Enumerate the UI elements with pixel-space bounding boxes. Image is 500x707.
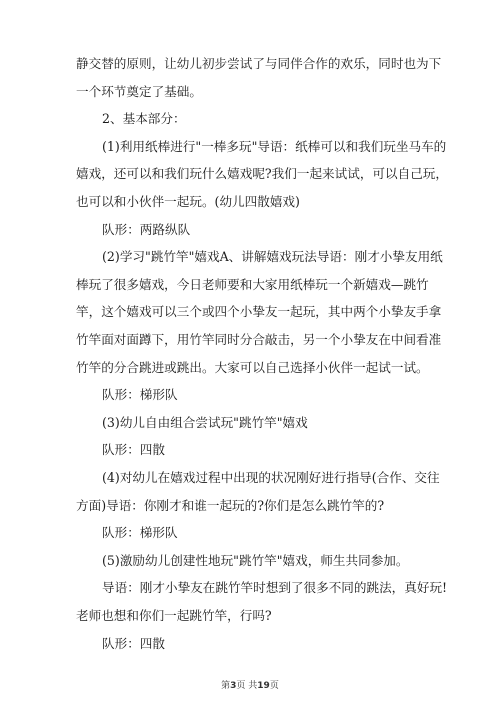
- text-line: 方面)导语：你刚才和谁一起玩的?你们是怎么跳竹竿的?: [76, 497, 385, 513]
- formation-line: 队形：四散: [102, 635, 165, 651]
- text-line: 一个环节奠定了基础。: [76, 83, 202, 99]
- text-line: (3)幼儿自由组合尝试玩"跳竹竿"嬉戏: [102, 414, 308, 430]
- text-line: 竹竿的分合跳进或跳出。大家可以自己选择小伙伴一起试一试。: [76, 359, 429, 375]
- footer-prefix: 第: [221, 681, 231, 691]
- formation-line: 队形：两路纵队: [102, 221, 191, 237]
- text-line: 静交替的原则，让幼儿初步尝试了与同伴合作的欢乐，同时也为下: [76, 56, 442, 71]
- formation-line: 队形：梯形队: [102, 387, 178, 403]
- section-heading: 2、基本部分：: [102, 111, 186, 127]
- text-line: (5)激励幼儿创建性地玩"跳竹竿"嬉戏，师生共同参加。: [102, 552, 409, 568]
- page-footer: [0, 678, 500, 691]
- text-line: (4)对幼儿在嬉戏过程中出现的状况刚好进行指导(合作、交往: [102, 470, 440, 485]
- text-line: 竿，这个嬉戏可以三个或四个小挚友一起玩，其中两个小挚友手拿: [76, 304, 442, 320]
- text-line: 老师也想和你们一起跳竹竿，行吗?: [76, 608, 272, 623]
- text-line: (2)学习"跳竹竿"嬉戏A、讲解嬉戏玩法导语：刚才小挚友用纸: [102, 249, 443, 265]
- text-line: 也可以和小伙伴一起玩。(幼儿四散嬉戏): [76, 194, 300, 209]
- text-line: 导语：刚才小挚友在跳竹竿时想到了很多不同的跳法，真好玩!: [102, 580, 448, 596]
- footer-total-pages: 19: [257, 681, 270, 691]
- text-line: (1)利用纸棒进行"一棒多玩"导语：纸棒可以和我们玩坐马车的: [102, 138, 447, 154]
- footer-suffix: 页: [269, 681, 279, 691]
- text-line: 棒玩了很多嬉戏，今日老师要和大家用纸棒玩一个新嬉戏—跳竹: [76, 276, 429, 292]
- footer-current-page: 3: [230, 681, 237, 691]
- formation-line: 队形：梯形队: [102, 525, 178, 541]
- text-line: 竹竿面对面蹲下，用竹竿同时分合敲击，另一个小挚友在中间看准: [76, 332, 442, 347]
- footer-mid: 页 共: [236, 681, 258, 691]
- formation-line: 队形：四散: [102, 442, 165, 458]
- text-line: 嬉戏，还可以和我们玩什么嬉戏呢?我们一起来试试，可以自己玩，: [76, 166, 448, 182]
